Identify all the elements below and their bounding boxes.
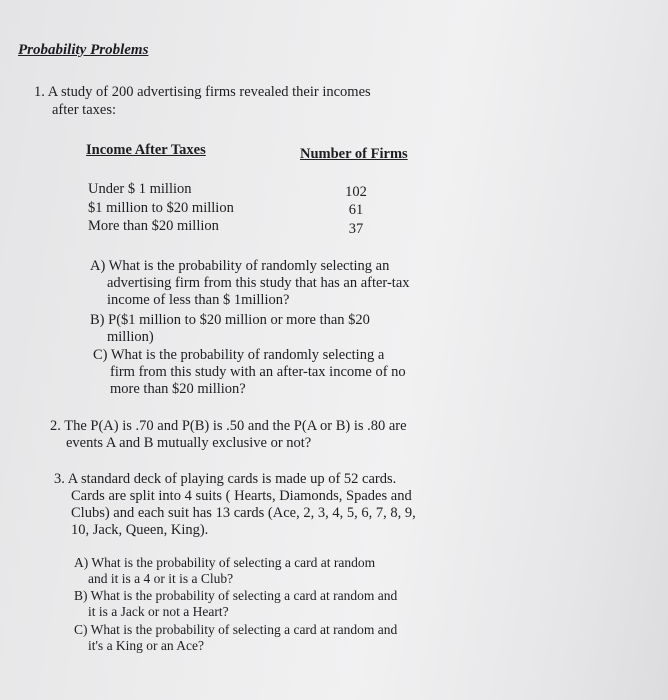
problem-1-question-a: A) What is the probability of randomly selecting an advertising firm from this study that has an after-tax income of less than $ 1million? <box>90 258 410 308</box>
problem-3-question-c: C) What is the probability of selecting a card at random and it's a King or an Ace? <box>74 622 398 653</box>
table-header-firms: Number of Firms <box>300 146 408 162</box>
problem-1-intro-cont: after taxes: <box>52 102 117 118</box>
table-header-income: Income After Taxes <box>86 142 206 158</box>
problem-2: 2. The P(A) is .70 and P(B) is .50 and the P(A or B) is .80 are events A and B mutually exclusive or not? <box>50 418 407 451</box>
table-row-firms: 61 <box>348 202 364 218</box>
table-row-firms: 37 <box>348 221 364 237</box>
problem-1-intro: 1. A study of 200 advertising firms revealed their incomes <box>34 84 371 100</box>
problem-3-question-b: B) What is the probability of selecting a card at random and it is a Jack or not a Heart? <box>74 588 398 619</box>
table-row-income: Under $ 1 million <box>88 181 192 197</box>
table-row-income: More than $20 million <box>88 218 219 234</box>
problem-3-intro: 3. A standard deck of playing cards is made up of 52 cards. Cards are split into 4 suits ( Hearts, Diamonds, Spades and Clubs) and each suit has 13 cards (Ace, 2, 3, 4, 5, 6, 7, 8, 9, 10, Jack, Queen, King). <box>54 471 416 538</box>
table-row-income: $1 million to $20 million <box>88 200 234 216</box>
problem-1-question-b: B) P($1 million to $20 million or more than $20 million) <box>90 312 370 345</box>
problem-1-question-c: C) What is the probability of randomly selecting a firm from this study with an after-tax income of no more than $20 million? <box>93 347 406 397</box>
problem-3-question-a: A) What is the probability of selecting a card at random and it is a 4 or it is a Club? <box>74 555 376 586</box>
document-title: Probability Problems <box>18 42 149 58</box>
table-row-firms: 102 <box>345 184 367 200</box>
